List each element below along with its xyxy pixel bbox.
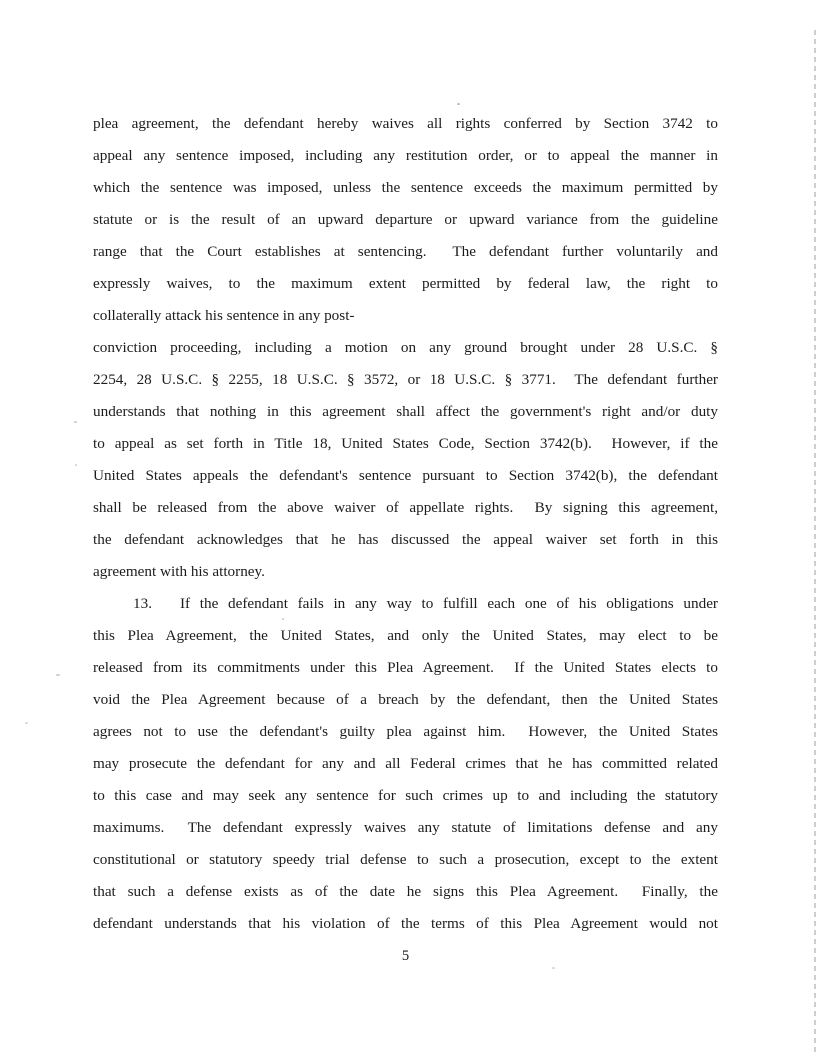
text-line: range that the Court establishes at sentencing. The defendant further voluntarily and [93,243,718,260]
text-line: may prosecute the defendant for any and all Federal crimes that he has committed related [93,755,718,772]
text-line: collaterally attack his sentence in any post- [93,307,355,324]
text-line: conviction proceeding, including a motion on any ground brought under 28 U.S.C. § [93,339,718,356]
text-line: United States appeals the defendant's sentence pursuant to Section 3742(b), the defendant [93,467,718,484]
text-line: defendant understands that his violation of the terms of this Plea Agreement would not [93,915,718,932]
text-line: expressly waives, to the maximum extent permitted by federal law, the right to [93,275,718,292]
scan-speck [552,967,555,969]
text-line: released from its commitments under this Plea Agreement. If the United States elects to [93,659,718,676]
text-line: 13. If the defendant fails in any way to fulfill each one of his obligations under [133,595,718,612]
text-line: the defendant acknowledges that he has discussed the appeal waiver set forth in this [93,531,718,548]
scan-speck [457,103,460,105]
scan-speck [282,618,284,620]
page-number: 5 [401,948,410,964]
text-line: plea agreement, the defendant hereby waives all rights conferred by Section 3742 to [93,115,718,132]
scan-speck [74,421,77,423]
document-body [93,108,718,940]
text-line: understands that nothing in this agreement shall affect the government's right and/or duty [93,403,718,420]
text-line: 2254, 28 U.S.C. § 2255, 18 U.S.C. § 3572, or 18 U.S.C. § 3771. The defendant further [93,371,718,388]
text-line: which the sentence was imposed, unless the sentence exceeds the maximum permitted by [93,179,718,196]
text-line: shall be released from the above waiver of appellate rights. By signing this agreement, [93,499,718,516]
text-line: void the Plea Agreement because of a breach by the defendant, then the United States [93,691,718,708]
text-line: to appeal as set forth in Title 18, United States Code, Section 3742(b). However, if the [93,435,718,452]
text-line: that such a defense exists as of the date he signs this Plea Agreement. Finally, the [93,883,718,900]
text-line: to this case and may seek any sentence for such crimes up to and including the statutory [93,787,718,804]
scan-speck [56,674,60,676]
text-line: this Plea Agreement, the United States, and only the United States, may elect to be [93,627,718,644]
text-line: statute or is the result of an upward departure or upward variance from the guideline [93,211,718,228]
text-line: appeal any sentence imposed, including any restitution order, or to appeal the manner in [93,147,718,164]
scan-speck [75,464,77,466]
paragraph-number: 13. [133,595,152,612]
text-line: maximums. The defendant expressly waives any statute of limitations defense and any [93,819,718,836]
scan-edge-artifact [814,30,816,1056]
text-line: constitutional or statutory speedy trial defense to such a prosecution, except to the extent [93,851,718,868]
text-line: agreement with his attorney. [93,563,265,580]
scan-speck [25,722,28,724]
text-line: agrees not to use the defendant's guilty plea against him. However, the United States [93,723,718,740]
